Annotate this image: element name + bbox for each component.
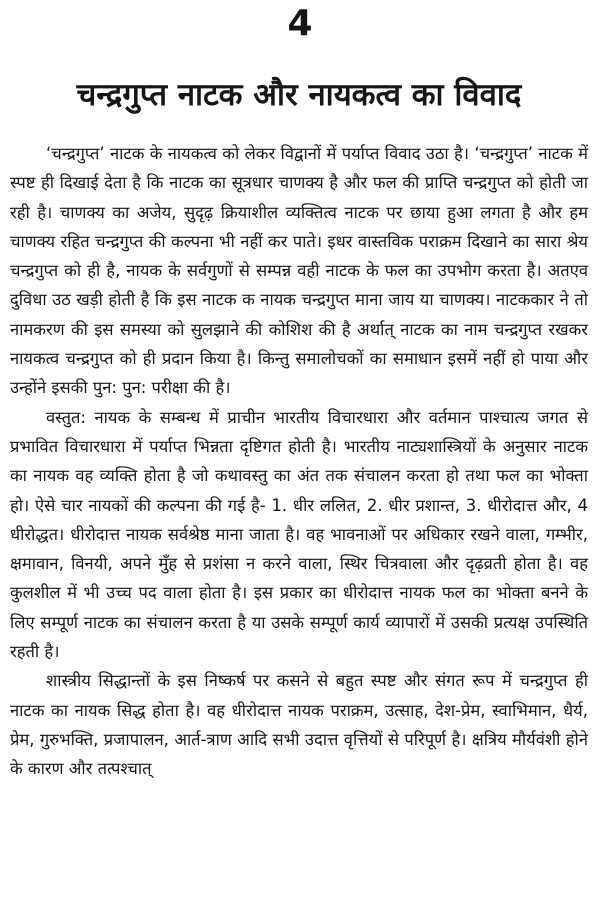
chapter-number: 4 [287, 3, 313, 44]
paragraph-1: ‘चन्द्रगुप्त’ नाटक के नायकत्व को लेकर विद्वानों में पर्याप्त विवाद उठा है। ‘चन्द्रगुप्त’ नाटक में स्पष्ट ही दिखाई देता है कि नाटक का सूत्रधार चाणक्य है और फल की प्राप्ति चन्द्रगुप्त को होती जा रही है। चाणक्य का अजेय, सुदृढ़ क्रियाशील व्यक्तित्व नाटक पर छाया हुआ लगता है और हम चाणक्य रहित चन्द्रगुप्त की कल्पना भी नहीं कर पाते। इधर वास्तविक पराक्रम दिखाने का सारा श्रेय चन्द्रगुप्त को ही है, नायक के सर्वगुणों से सम्पन्न वही नाटक के फल का उपभोग करता है। अतएव दुविधा उठ खड़ी होती है कि इस नाटक क नायक चन्द्रगुप्त माना जाय या चाणक्य। नाटककार ने तो नामकरण की इस समस्या को सुलझाने की कोशिश की है अर्थात् नाटक का नाम चन्द्रगुप्त रखकर नायकत्व चन्द्रगुप्त को ही प्रदान किया है। किन्तु समालोचकों का समाधान इसमें नहीं हो पाया और उन्होंने इसकी पुन: पुन: परीक्षा की है। [10, 144, 588, 398]
paragraph-2: वस्तुत: नायक के सम्बन्ध में प्राचीन भारतीय विचारधारा और वर्तमान पाश्चात्य जगत से प्रभावित विचारधारा में पर्याप्त भिन्नता दृष्टिगत होती है। भारतीय नाट्यशास्त्रियों के अनुसार नाटक का नायक वह व्यक्ति होता है जो कथावस्तु का अंत तक संचालन करता हो तथा फल का भोक्ता हो। ऐसे चार नायकों की कल्पना की गई है- 1. धीर ललित, 2. धीर प्रशान्त, 3. धीरोदात्त और, 4 धीरोद्धत। धीरोदात्त नायक सर्वश्रेष्ठ माना जाता है। वह भावनाओं पर अधिकार रखने वाला, गम्भीर, क्षमावान, विनयी, अपने मुँह से प्रशंसा न करने वाला, स्थिर चित्रवाला और दृढ़व्रती होता है। वह कुलशील में भी उच्च पद वाला होता है। इस प्रकार का धीरोदात्त नायक फल का भोक्ता बनने के लिए सम्पूर्ण नाटक का संचालन करता है या उसके सम्पूर्ण कार्य व्यापारों में उसकी प्रत्यक्ष उपस्थिति रहती है। [10, 407, 588, 662]
body-text [10, 139, 588, 784]
paragraph-3: शास्त्रीय सिद्धान्तों के इस निष्कर्ष पर कसने से बहुत स्पष्ट और संगत रूप में चन्द्रगुप्त ही नाटक का नायक सिद्ध होता है। वह धीरोदात्त नायक पराक्रम, उत्साह, देश-प्रेम, स्वाभिमान, धैर्य, प्रेम, गुरुभक्ति, प्रजापालन, आर्त-त्राण आदि सभी उदात्त वृत्तियों से परिपूर्ण है। क्षत्रिय मौर्यवंशी होने के कारण और तत्पश्चात् [10, 671, 588, 779]
chapter-title: चन्द्रगुप्त नाटक और नायकत्व का विवाद [76, 77, 522, 113]
